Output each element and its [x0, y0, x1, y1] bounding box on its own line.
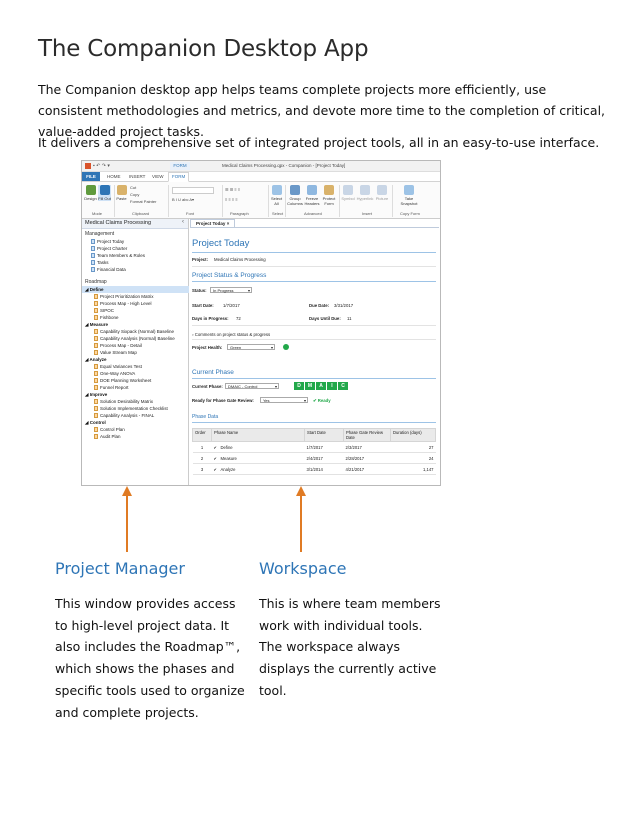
workspace-heading: Project Today	[192, 238, 250, 249]
tree-item-tool[interactable]: Process Map - High Level	[82, 300, 198, 307]
group-copy-form: Copy Form	[400, 211, 420, 216]
health-status-dot	[283, 344, 289, 350]
project-label: Project:	[192, 257, 208, 262]
tree-item-tool[interactable]: Equal Variances Test	[82, 363, 198, 370]
tool-icon	[94, 399, 98, 404]
intro-paragraph-2: It delivers a comprehensive set of integrated project tools, all in an easy-to-use interface.	[38, 135, 600, 150]
title-bar	[82, 161, 440, 172]
arrow-up-icon	[121, 486, 133, 552]
dmaic-d: D	[294, 382, 304, 390]
divider	[268, 185, 269, 217]
pane-header	[82, 219, 188, 229]
pane-header-title: Medical Claims Processing	[85, 220, 152, 226]
tree-item-tool[interactable]: Process Map - Detail	[82, 342, 198, 349]
tool-icon	[94, 413, 98, 418]
format-painter-button[interactable]: Format Painter	[130, 199, 157, 204]
collapse-chevron-icon[interactable]: ‹	[182, 219, 184, 225]
comments-toggle[interactable]: ▫ Comments on project status & progress	[192, 332, 271, 337]
divider	[168, 185, 169, 217]
tool-icon	[94, 427, 98, 432]
callout-text-project-manager: This window provides access to high-level project data. It also includes the Roadmap™, which shows the phases and specific tools used to organize and complete projects.	[55, 596, 245, 720]
document-icon	[91, 246, 95, 251]
tree-item-tool[interactable]: Audit Plan	[82, 433, 198, 440]
project-manager-pane	[82, 219, 189, 485]
freeze-headers-icon	[307, 185, 317, 195]
status-label: Status:	[192, 288, 207, 293]
group-clipboard: Clipboard	[132, 211, 150, 216]
tree-item-tool[interactable]: SIPOC	[82, 307, 198, 314]
table-row[interactable]	[193, 453, 436, 464]
group-columns-icon	[290, 185, 300, 195]
health-label: Project Health:	[192, 345, 223, 350]
status-heading: Project Status & Progress	[192, 272, 267, 279]
days-in-progress-value: 72	[236, 316, 241, 321]
comment-icon: ▫	[192, 332, 195, 337]
phase-data-heading: Phase Data	[192, 414, 219, 420]
start-date-cell: 2/4/2017	[305, 453, 344, 464]
tool-icon	[94, 406, 98, 411]
tool-icon	[94, 434, 98, 439]
symbol-button[interactable]: Symbol	[341, 185, 355, 201]
arrow-up-icon	[295, 486, 307, 552]
hyperlink-button[interactable]: Hyperlink	[356, 185, 374, 201]
phase-data-table	[192, 428, 436, 475]
tool-icon	[94, 336, 98, 341]
tool-icon	[94, 315, 98, 320]
design-button[interactable]: Design	[84, 185, 97, 201]
group-select: Select	[272, 211, 284, 216]
divider	[222, 185, 223, 217]
tree-item-tool[interactable]: Value Stream Map	[82, 349, 198, 356]
document-icon	[91, 267, 95, 272]
order-cell: 3	[193, 464, 212, 475]
tree-phase[interactable]: ◢ Define	[82, 286, 189, 293]
dmaic-m: M	[305, 382, 315, 390]
page-title: The Companion Desktop App	[38, 36, 369, 62]
tree-item-tool[interactable]: Capability Sixpack (Normal) Baseline	[82, 328, 198, 335]
due-date-label: Due Date:	[309, 303, 330, 308]
snapshot-icon	[404, 185, 414, 195]
font-style-buttons[interactable]: B I U abc A▾	[172, 197, 195, 202]
close-icon[interactable]: ×	[226, 221, 230, 226]
order-cell: 2	[193, 453, 212, 464]
window-title: Medical Claims Processing.qpx - Companion - [Project Today]	[222, 163, 346, 168]
paste-icon	[117, 185, 127, 195]
tool-icon	[94, 301, 98, 306]
divider	[339, 185, 340, 217]
tool-icon	[94, 308, 98, 313]
tree-item-tool[interactable]: DOE Planning Worksheet	[82, 377, 198, 384]
divider	[192, 266, 436, 267]
tool-icon	[94, 294, 98, 299]
check-icon: ✔	[213, 455, 218, 461]
group-font: Font	[186, 211, 195, 216]
due-date-value[interactable]: 3/31/2017	[334, 303, 354, 308]
document-icon	[91, 260, 95, 265]
tool-icon	[94, 385, 98, 390]
select-all-icon	[272, 185, 282, 195]
hyperlink-icon	[360, 185, 370, 195]
app-logo-icon	[85, 163, 91, 169]
duration-cell: 24	[391, 453, 436, 464]
tree-item-tool[interactable]: Capability Analysis (Normal) Baseline	[82, 335, 198, 342]
intro-paragraph-1: The Companion desktop app helps teams complete projects more efficiently, use consistent methodologies and metrics, and devote more time to the completion of critical, value-added project tasks.	[38, 82, 606, 139]
picture-button[interactable]: Picture	[375, 185, 389, 201]
fill-out-icon	[100, 185, 110, 195]
document-icon	[91, 253, 95, 258]
callout-title-workspace: Workspace	[259, 559, 347, 578]
health-select[interactable]: Green ▾	[227, 344, 275, 350]
dmaic-i: I	[327, 382, 337, 390]
review-date-cell: 2/3/2017	[344, 442, 391, 453]
symbol-icon	[343, 185, 353, 195]
paste-button[interactable]: Paste	[116, 185, 127, 201]
tool-icon	[94, 329, 98, 334]
tree-item-management[interactable]: Project Today	[82, 238, 195, 245]
take-snapshot-button[interactable]: Take Snapshot	[396, 185, 422, 206]
days-until-due-label: Days Until Due:	[309, 316, 341, 321]
tool-icon	[94, 350, 98, 355]
current-phase-select[interactable]: DMAIC - Control ▾	[225, 383, 279, 389]
quick-access-icons: ▪ ↶ ↷ ▾	[93, 163, 110, 169]
heading-rule	[192, 422, 436, 423]
roadmap-label: Roadmap	[85, 279, 107, 285]
tool-icon	[94, 378, 98, 383]
context-tab: FORM	[170, 162, 190, 170]
expand-arrow-icon[interactable]: ◢	[85, 322, 90, 327]
divider	[192, 325, 436, 326]
tab-insert[interactable]: INSERT	[129, 174, 146, 179]
phase-name-cell: ✔ Define	[212, 442, 305, 453]
picture-icon	[377, 185, 387, 195]
column-header: Start Date	[305, 429, 344, 442]
gate-status-text: ✔ Ready	[313, 398, 331, 403]
dmaic-a: A	[316, 382, 326, 390]
expand-arrow-icon[interactable]: ◢	[85, 287, 90, 292]
tree-item-tool[interactable]: One-Way ANOVA	[82, 370, 198, 377]
divider	[285, 185, 286, 217]
group-insert: Insert	[362, 211, 373, 216]
start-date-cell: 1/7/2017	[305, 442, 344, 453]
days-in-progress-label: Days in Progress:	[192, 316, 229, 321]
table-body	[193, 442, 436, 475]
heading-rule	[192, 252, 436, 253]
cut-button[interactable]: Cut	[130, 185, 137, 190]
tab-view[interactable]: VIEW	[152, 174, 164, 179]
gate-review-select[interactable]: Yes ▾	[260, 397, 308, 403]
project-value: Medical Claims Processing	[214, 257, 266, 262]
check-icon: ✔	[213, 444, 218, 450]
expand-arrow-icon[interactable]: ◢	[85, 420, 90, 425]
tree-item-tool[interactable]: Project Prioritization Matrix	[82, 293, 198, 300]
group-paragraph: Paragraph	[230, 211, 249, 216]
table-header-row	[193, 429, 436, 442]
phase-name-cell: ✔ Measure	[212, 453, 305, 464]
paragraph-align-buttons[interactable]: ≡ ≡ ≡ ≡	[225, 197, 238, 202]
ribbon-tabs	[82, 172, 440, 182]
tree-item-tool[interactable]: Control Plan	[82, 426, 198, 433]
tree-item-management[interactable]: Financial Data	[82, 266, 195, 273]
column-header: Phase Name	[212, 429, 305, 442]
callout-text-workspace: This is where team members work with individual tools. The workspace always displays the currently active tool.	[259, 596, 441, 698]
group-columns-button[interactable]: Group Columns	[287, 185, 303, 206]
start-date-label: Start Date:	[192, 303, 214, 308]
phase-name-cell: ✔ Analyze	[212, 464, 305, 475]
workspace	[190, 227, 439, 486]
tool-icon	[94, 343, 98, 348]
tab-form[interactable]: FORM	[168, 172, 189, 182]
review-date-cell: 4/21/2017	[344, 464, 391, 475]
ribbon	[82, 182, 440, 219]
status-select[interactable]: In Progress ▾	[210, 287, 252, 293]
tree-phase[interactable]: ◢ Improve	[85, 392, 108, 397]
tree-item-tool[interactable]: Solution Desirability Matrix	[82, 398, 198, 405]
divider	[114, 185, 115, 217]
fill-out-button[interactable]: Fill Out	[98, 185, 111, 201]
column-header: Phase Gate Review Date	[344, 429, 391, 442]
table-row[interactable]	[193, 464, 436, 475]
current-phase-heading: Current Phase	[192, 369, 234, 376]
expand-arrow-icon[interactable]: ◢	[85, 357, 90, 362]
column-header: Order	[193, 429, 212, 442]
tool-icon	[94, 371, 98, 376]
tree-item-management[interactable]: Tasks	[82, 259, 195, 266]
check-icon: ✔	[213, 466, 218, 472]
tree-item-tool[interactable]: Capability Analysis - FINAL	[82, 412, 198, 419]
font-name-box[interactable]	[172, 187, 214, 194]
app-screenshot	[81, 160, 441, 486]
group-advanced: Advanced	[304, 211, 322, 216]
table-row[interactable]	[193, 442, 436, 453]
tree-item-tool[interactable]: Funnel Report	[82, 384, 198, 391]
tree-item-tool[interactable]: Solution Implementation Checklist	[82, 405, 198, 412]
tree-phase[interactable]: ◢ Analyze	[85, 357, 107, 362]
order-cell: 1	[193, 442, 212, 453]
divider	[192, 339, 436, 340]
freeze-headers-button[interactable]: Freeze Headers	[304, 185, 320, 206]
tree-phase[interactable]: ◢ Control	[85, 420, 106, 425]
divider	[392, 185, 393, 217]
duration-cell: 1,147	[391, 464, 436, 475]
current-phase-label: Current Phase:	[192, 384, 223, 389]
tool-icon	[94, 364, 98, 369]
days-until-due-value: 11	[347, 316, 352, 321]
tab-project-today[interactable]: Project Today ×	[190, 219, 235, 228]
callout-title-project-manager: Project Manager	[55, 559, 185, 578]
start-date-value[interactable]: 1/7/2017	[223, 303, 240, 308]
management-label: Management	[85, 231, 115, 237]
heading-rule	[192, 281, 436, 282]
protect-form-button[interactable]: Protect Form	[321, 185, 337, 206]
heading-rule	[192, 378, 436, 379]
dmaic-c: C	[338, 382, 348, 390]
tree-item-management[interactable]: Team Members & Roles	[82, 252, 195, 259]
column-header: Duration (days)	[391, 429, 436, 442]
tree-phase[interactable]: ◢ Measure	[85, 322, 108, 327]
document-icon	[91, 239, 95, 244]
duration-cell: 27	[391, 442, 436, 453]
copy-button[interactable]: Copy	[130, 192, 140, 197]
design-icon	[86, 185, 96, 195]
tab-file[interactable]: FILE	[82, 172, 100, 181]
expand-arrow-icon[interactable]: ◢	[85, 392, 90, 397]
paragraph-list-buttons[interactable]: ☰ ☰ ≡ ≡	[225, 187, 241, 192]
select-all-button[interactable]: Select All	[270, 185, 283, 206]
group-mode: Mode	[92, 211, 103, 216]
tree-item-management[interactable]: Project Charter	[82, 245, 195, 252]
gate-review-label: Ready for Phase Gate Review:	[192, 398, 254, 403]
protect-form-icon	[324, 185, 334, 195]
review-date-cell: 2/28/2017	[344, 453, 391, 464]
tree-item-tool[interactable]: Fishbone	[82, 314, 198, 321]
start-date-cell: 3/1/2014	[305, 464, 344, 475]
tab-home[interactable]: HOME	[107, 174, 121, 179]
